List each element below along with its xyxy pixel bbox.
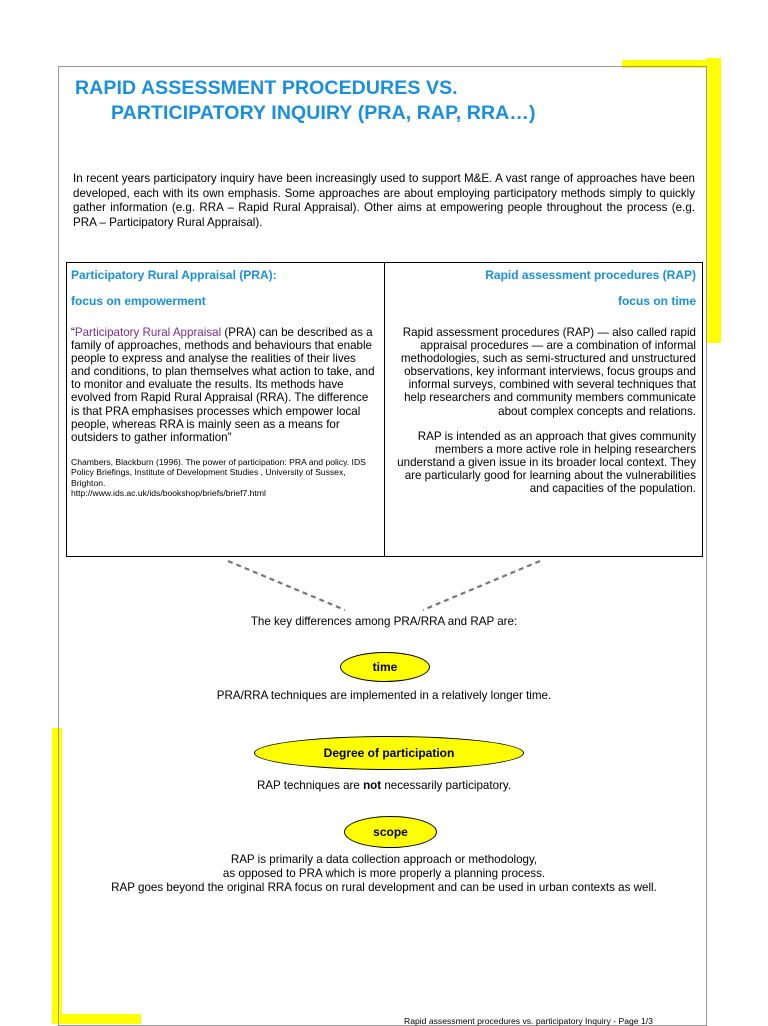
scope-label: scope (373, 825, 408, 839)
pra-reference-url[interactable]: http://www.ids.ac.uk/ids/bookshop/briefs/brief7.html (71, 488, 266, 499)
connector-line-left (228, 561, 345, 610)
scope-text-line-3: RAP goes beyond the original RRA focus on rural development and can be used in urban contexts as well. (111, 881, 657, 894)
rap-heading: Rapid assessment procedures (RAP) (485, 268, 696, 282)
page-footer: Rapid assessment procedures vs. participatory Inquiry - Page 1/3 (404, 1016, 653, 1026)
rap-focus: focus on time (617, 294, 696, 308)
participation-text (0, 779, 768, 794)
scope-ellipse (344, 816, 437, 848)
pra-heading: Participatory Rural Appraisal (PRA): (71, 268, 277, 282)
pra-quote-open: “ (71, 326, 75, 339)
participation-ellipse (254, 736, 524, 770)
time-ellipse (340, 652, 430, 682)
differences-intro: The key differences among PRA/RRA and RAP are: (250, 615, 518, 628)
rap-paragraph-1: Rapid assessment procedures (RAP) — also called rapid appraisal procedures — are a combination of informal methodologies, such as semi-structured and unstructured observations, key informant interviews, focus groups and informal surveys, combined with several techniques that help researchers and community members communicate about complex concepts and relations. (400, 326, 696, 418)
time-text: PRA/RRA techniques are implemented in a relatively longer time. (216, 689, 552, 702)
pra-focus: focus on empowerment (71, 294, 206, 308)
pra-reference-citation: Chambers, Blackburn (1996). The power of participation: PRA and policy. IDS Policy Briefings, Institute of Development Studies , University of Sussex, Brighton. (71, 456, 366, 488)
participation-text-before: RAP techniques are (256, 779, 364, 792)
participation-label: Degree of participation (323, 746, 455, 760)
connector-line-right (423, 561, 540, 610)
title-line-2: PARTICIPATORY INQUIRY (PRA, RAP, RRA…) (111, 102, 536, 124)
participation-text-after: necessarily participatory. (381, 779, 512, 792)
pra-quote-link[interactable]: Participatory Rural Appraisal (74, 326, 222, 339)
rap-paragraph-2: RAP is intended as an approach that gives community members a more active role in helping researchers understand a given issue in its broader local context. They are particularly good for learning about the vulnerabilities and capacities of the population. (397, 429, 696, 496)
title-line-1: RAPID ASSESSMENT PROCEDURES VS. (75, 77, 458, 99)
participation-text-bold: not (363, 779, 382, 792)
pra-quote-rest: (PRA) can be described as a family of approaches, methods and behaviours that enable people to express and analyse the realities of their lives and conditions, to plan themselves what action to take, and to monitor and evaluate the results. Its methods have evolved from Rapid Rural Appraisal (RRA). The difference is that PRA emphasises processes which empower local people, whereas RRA is mainly seen as a means for outsiders to gather information” (71, 326, 375, 444)
intro-paragraph: In recent years participatory inquiry have been increasingly used to support M&E. A vast range of approaches have been developed, each with its own emphasis. Some approaches are about employing participatory methods simply to quickly gather information (e.g. RRA – Rapid Rural Appraisal). Other aims at empowering people throughout the process (e.g. PRA – Participatory Rural Appraisal). (73, 172, 695, 229)
time-label: time (372, 660, 398, 674)
scope-text-line-1: RAP is primarily a data collection approach or methodology, (230, 853, 538, 866)
scope-text-line-2: as opposed to PRA which is more properly a planning process. (222, 867, 546, 880)
